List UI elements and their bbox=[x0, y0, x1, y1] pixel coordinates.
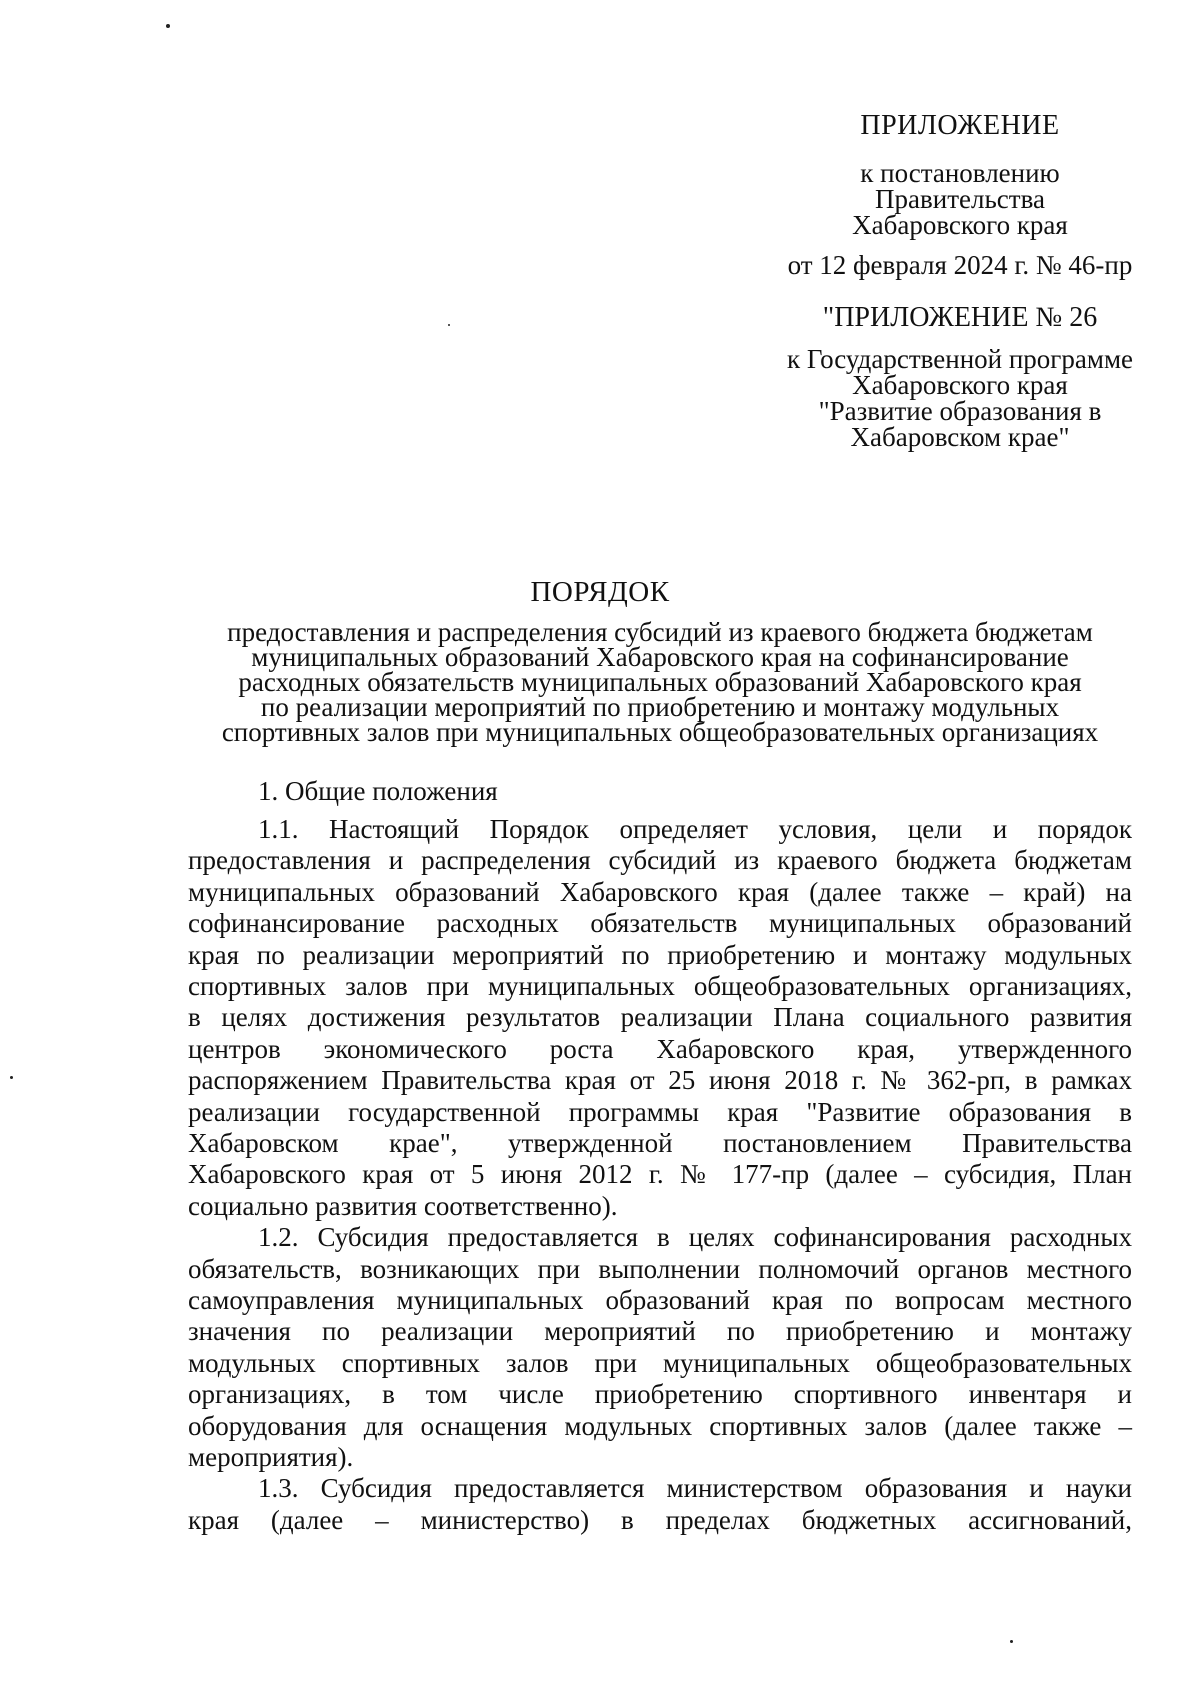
paragraph-line: 1.2. Субсидия предоставляется в целях софинансирования расходных bbox=[258, 1222, 1132, 1252]
order-subtitle bbox=[180, 617, 1140, 747]
order-subtitle-line: спортивных залов при муниципальных общеобразовательных организациях bbox=[221, 717, 1099, 747]
paragraph-line: модульных спортивных залов при муниципальных общеобразовательных bbox=[188, 1348, 1132, 1378]
appendix-line: Хабаровского края bbox=[852, 210, 1068, 240]
paragraph-line: Хабаровском крае", утвержденной постановлением Правительства bbox=[188, 1128, 1132, 1158]
paragraph-line: социально развития соответственно). bbox=[188, 1191, 618, 1221]
scan-speck bbox=[10, 1076, 13, 1079]
paragraph-line: 1.3. Субсидия предоставляется министерством образования и науки bbox=[258, 1473, 1132, 1503]
paragraph-line: реализации государственной программы края "Развитие образования в bbox=[188, 1097, 1132, 1127]
order-subtitle-line: предоставления и распределения субсидий из краевого бюджета бюджетам bbox=[227, 617, 1093, 647]
appendix26-header bbox=[740, 302, 1180, 450]
paragraph-line: обязательств, возникающих при выполнении полномочий органов местного bbox=[188, 1254, 1132, 1284]
paragraph-line: мероприятия). bbox=[188, 1442, 354, 1472]
scan-speck bbox=[1010, 1640, 1013, 1643]
paragraph-line: предоставления и распределения субсидий из краевого бюджета бюджетам bbox=[188, 845, 1132, 875]
order-title: ПОРЯДОК bbox=[530, 576, 670, 608]
paragraph-line: центров экономического роста Хабаровского края, утвержденного bbox=[188, 1034, 1132, 1064]
appendix26-line: "Развитие образования в bbox=[818, 396, 1102, 426]
appendix-line: к постановлению bbox=[860, 158, 1060, 188]
scan-speck bbox=[448, 324, 450, 326]
paragraph-line: спортивных залов при муниципальных общеобразовательных организациях, bbox=[188, 971, 1132, 1001]
order-subtitle-line: расходных обязательств муниципальных образований Хабаровского края bbox=[238, 667, 1082, 697]
paragraph-line: распоряжением Правительства края от 25 июня 2018 г. № 362-рп, в рамках bbox=[188, 1065, 1132, 1095]
appendix26-line: Хабаровском крае" bbox=[850, 422, 1070, 452]
paragraph-line: в целях достижения результатов реализации Плана социального развития bbox=[188, 1002, 1132, 1032]
paragraph-line: муниципальных образований Хабаровского края (далее также – край) на bbox=[188, 877, 1132, 907]
appendix-date: от 12 февраля 2024 г. № 46-пр bbox=[787, 250, 1133, 280]
paragraph-line: Хабаровского края от 5 июня 2012 г. № 177-пр (далее – субсидия, План bbox=[188, 1159, 1132, 1189]
appendix26-line: Хабаровского края bbox=[852, 370, 1068, 400]
appendix-header bbox=[760, 110, 1160, 278]
scan-speck bbox=[166, 24, 170, 28]
appendix26-title: "ПРИЛОЖЕНИЕ № 26 bbox=[822, 302, 1098, 333]
paragraph-line: софинансирование расходных обязательств муниципальных образований bbox=[188, 908, 1132, 938]
section-heading: 1. Общие положения bbox=[258, 776, 498, 806]
paragraph-line: 1.1. Настоящий Порядок определяет условия, цели и порядок bbox=[258, 814, 1132, 844]
appendix26-line: к Государственной программе bbox=[786, 344, 1134, 374]
appendix-line: Правительства bbox=[875, 184, 1045, 214]
paragraph-line: края по реализации мероприятий по приобретению и монтажу модульных bbox=[188, 940, 1132, 970]
paragraph-line: значения по реализации мероприятий по приобретению и монтажу bbox=[188, 1316, 1132, 1346]
order-subtitle-line: муниципальных образований Хабаровского края на софинансирование bbox=[251, 642, 1069, 672]
paragraph-line: организациях, в том числе приобретению спортивного инвентаря и bbox=[188, 1379, 1132, 1409]
order-subtitle-line: по реализации мероприятий по приобретению и монтажу модульных bbox=[260, 692, 1060, 722]
paragraph-line: самоуправления муниципальных образований края по вопросам местного bbox=[188, 1285, 1132, 1315]
paragraph-line: края (далее – министерство) в пределах бюджетных ассигнований, bbox=[188, 1505, 1132, 1535]
paragraph-line: оборудования для оснащения модульных спортивных залов (далее также – bbox=[188, 1411, 1132, 1441]
appendix-title: ПРИЛОЖЕНИЕ bbox=[860, 110, 1060, 141]
